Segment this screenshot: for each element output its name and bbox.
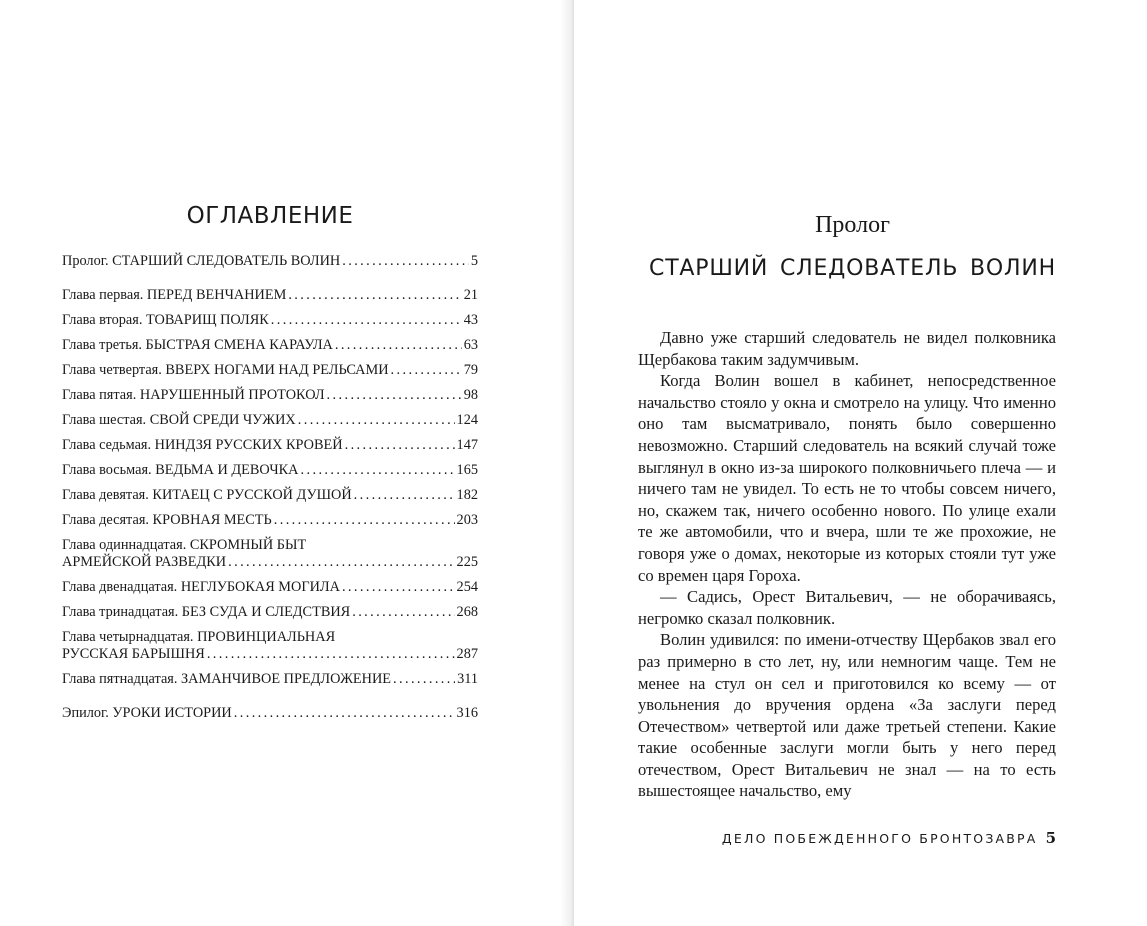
- toc-entry: [62, 387, 478, 404]
- toc-page-number: 182: [456, 487, 478, 503]
- page-number: 5: [1045, 829, 1056, 847]
- toc-entry-title: Глава тринадцатая. БЕЗ СУДА И СЛЕДСТВИЯ: [62, 604, 351, 620]
- toc-page-number: 268: [456, 604, 478, 620]
- toc-leader-dots: [271, 312, 462, 329]
- toc-entry-title: Глава девятая. КИТАЕЦ С РУССКОЙ ДУШОЙ: [62, 487, 352, 503]
- paragraph: Волин удивился: по имени-отчеству Щербаков звал его раз примерно в сто лет, ну, или немногим чаще. Тем не менее на стул он сел и приготовился ко всему — от увольнения до вручения ордена «За заслуги перед Отечеством» четвертой или даже третьей степени. Какие такие особенные заслуги могли быть у него перед отечеством, Орест Витальевич не знал — на то есть вышестоящее начальство, ему: [638, 630, 1056, 801]
- toc-entry-title: Эпилог. УРОКИ ИСТОРИИ: [62, 705, 232, 721]
- toc-entry: [62, 537, 478, 571]
- toc-entry: [62, 671, 478, 688]
- toc-page-number: 203: [456, 512, 478, 528]
- toc-entry-title: Глава двенадцатая. НЕГЛУБОКАЯ МОГИЛА: [62, 579, 340, 595]
- toc-entry-title: Глава восьмая. ВЕДЬМА И ДЕВОЧКА: [62, 462, 299, 478]
- toc-entry: [62, 487, 478, 504]
- toc-entry: [62, 437, 478, 454]
- body-text: [638, 327, 1056, 802]
- toc-entry: [62, 705, 478, 722]
- toc-page-number: 124: [456, 412, 478, 428]
- toc-page-number: 5: [470, 253, 478, 269]
- toc-leader-dots: [352, 604, 454, 621]
- toc-leader-dots: [234, 705, 455, 722]
- toc-page-number: 63: [463, 337, 478, 353]
- toc-entry-title: Глава десятая. КРОВНАЯ МЕСТЬ: [62, 512, 272, 528]
- toc-entry: [62, 512, 478, 529]
- toc-page-number: 225: [456, 554, 478, 570]
- toc-title: ОГЛАВЛЕНИЕ: [186, 203, 354, 229]
- toc-entry-title: Глава пятнадцатая. ЗАМАНЧИВОЕ ПРЕДЛОЖЕНИЕ: [62, 671, 392, 687]
- toc-entry-title: Глава четвертая. ВВЕРХ НОГАМИ НАД РЕЛЬСАМИ: [62, 362, 389, 378]
- toc-leader-dots: [288, 287, 461, 304]
- toc-entry: [62, 337, 478, 354]
- toc-entry-title: Глава четырнадцатая. ПРОВИНЦИАЛЬНАЯ: [62, 629, 336, 645]
- toc-page-number: 98: [463, 387, 478, 403]
- toc-entry-title: Глава вторая. ТОВАРИЩ ПОЛЯК: [62, 312, 269, 328]
- toc-leader-dots: [335, 337, 462, 354]
- toc-entry: [62, 253, 478, 270]
- toc-entry: [62, 412, 478, 429]
- toc-page-number: 254: [456, 579, 478, 595]
- toc-page-number: 43: [463, 312, 478, 328]
- toc-entry: [62, 462, 478, 479]
- paragraph: Когда Волин вошел в кабинет, непосредственное начальство стояло у окна и смотрело на улицу. Что именно оно там высматривало, понять было совершенно невозможно. Старший следователь на всякий случай тоже выглянул в окно из-за широкого полковничьего плеча — и ничего там не увидел. То есть не то чтобы совсем ничего, но, скажем так, ничего особенно нового. По улице ехали те же автомобили, что и вчера, шли те же прохожие, не говоря уже о домах, некоторые из которых стояли тут уже со времен царя Гороха.: [638, 371, 1056, 585]
- toc-leader-dots: [298, 412, 455, 429]
- toc-entry-title: Глава третья. БЫСТРАЯ СМЕНА КАРАУЛА: [62, 337, 333, 353]
- toc-list: [62, 253, 478, 730]
- toc-entry: [62, 629, 478, 663]
- toc-entry-title: Глава первая. ПЕРЕД ВЕНЧАНИЕМ: [62, 287, 287, 303]
- toc-page-number: 147: [456, 437, 478, 453]
- toc-entry: [62, 312, 478, 329]
- toc-leader-dots: [274, 512, 455, 529]
- toc-leader-dots: [391, 362, 462, 379]
- toc-leader-dots: [342, 579, 455, 596]
- toc-leader-dots: [342, 253, 469, 270]
- toc-entry-title: Пролог. СТАРШИЙ СЛЕДОВАТЕЛЬ ВОЛИН: [62, 253, 341, 269]
- footer-book-title: ДЕЛО ПОБЕЖДЕННОГО БРОНТОЗАВРА: [721, 831, 1038, 846]
- toc-leader-dots: [207, 646, 455, 663]
- toc-entry-title: Глава шестая. СВОЙ СРЕДИ ЧУЖИХ: [62, 412, 296, 428]
- toc-entry-title: Глава одиннадцатая. СКРОМНЫЙ БЫТ: [62, 537, 307, 553]
- toc-page-number: 316: [456, 705, 478, 721]
- left-page: [0, 0, 571, 926]
- toc-page-number: 311: [457, 671, 478, 687]
- paragraph: — Садись, Орест Витальевич, — не оборачиваясь, негромко сказал полковник.: [638, 587, 1056, 628]
- toc-leader-dots: [301, 462, 455, 479]
- toc-entry: [62, 287, 478, 304]
- chapter-title: СТАРШИЙ СЛЕДОВАТЕЛЬ ВОЛИН: [649, 256, 1056, 281]
- toc-page-number: 165: [456, 462, 478, 478]
- toc-entry-title: Глава пятая. НАРУШЕННЫЙ ПРОТОКОЛ: [62, 387, 325, 403]
- toc-entry-title: АРМЕЙСКОЙ РАЗВЕДКИ: [62, 554, 227, 570]
- paragraph: Давно уже старший следователь не видел полковника Щербакова таким задумчивым.: [638, 328, 1056, 369]
- toc-page-number: 21: [463, 287, 478, 303]
- toc-entry-title: РУССКАЯ БАРЫШНЯ: [62, 646, 205, 662]
- toc-leader-dots: [393, 671, 455, 688]
- toc-entry: [62, 579, 478, 596]
- toc-entry-title: Глава седьмая. НИНДЗЯ РУССКИХ КРОВЕЙ: [62, 437, 343, 453]
- toc-leader-dots: [354, 487, 455, 504]
- prolog-label: Пролог: [815, 212, 890, 238]
- toc-leader-dots: [228, 554, 454, 571]
- toc-leader-dots: [345, 437, 455, 454]
- toc-page-number: 287: [456, 646, 478, 662]
- toc-leader-dots: [327, 387, 462, 404]
- toc-page-number: 79: [463, 362, 478, 378]
- running-footer: [634, 829, 1056, 847]
- toc-entry: [62, 604, 478, 621]
- toc-entry: [62, 362, 478, 379]
- right-page: [574, 0, 1147, 926]
